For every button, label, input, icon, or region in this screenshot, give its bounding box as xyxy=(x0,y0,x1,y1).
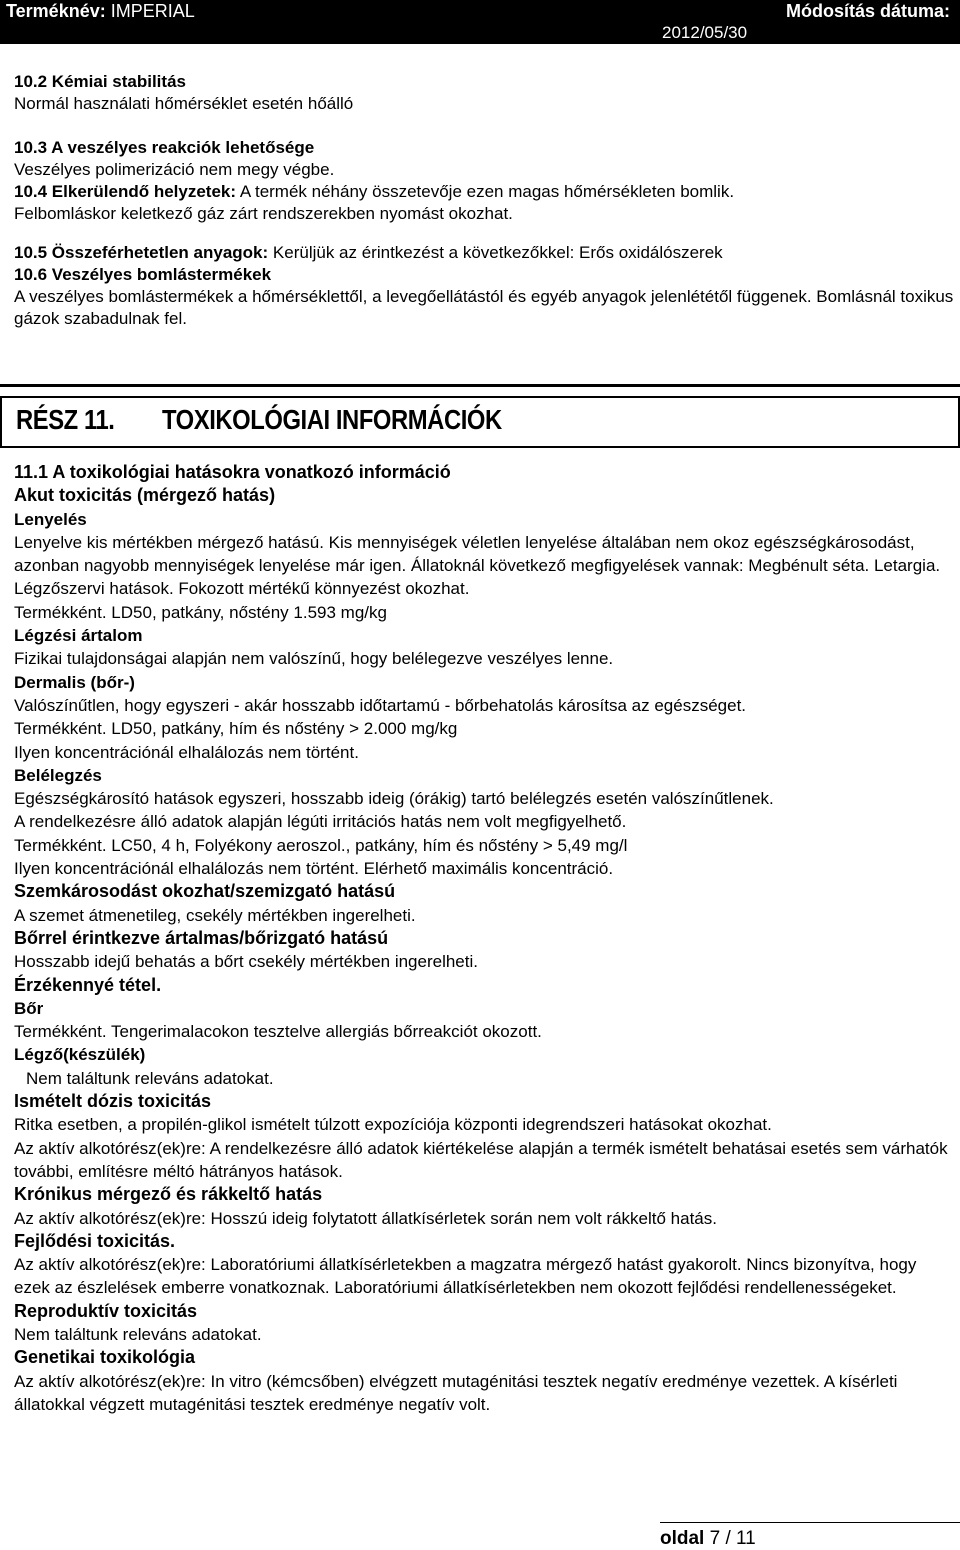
chronic-title: Krónikus mérgező és rákkeltő hatás xyxy=(14,1184,323,1205)
resp-text: Fizikai tulajdonságai alapján nem valószínű, hogy belélegezve veszélyes lenne. xyxy=(14,649,614,669)
sens-skin-title: Bőr xyxy=(14,998,44,1018)
s105-text: Kerüljük az érintkezést a következőkkel: Erős oxidálószerek xyxy=(272,243,723,262)
section-11-header-box xyxy=(0,396,960,448)
page-number xyxy=(660,1528,756,1550)
s103-text: Veszélyes polimerizáció nem megy végbe. xyxy=(14,160,335,179)
skin-title: Bőrrel érintkezve ártalmas/bőrizgató hatású xyxy=(14,927,389,948)
sens-resp-title: Légző(készülék) xyxy=(14,1045,146,1065)
section-number: RÉSZ 11. xyxy=(16,404,115,435)
inhal-title: Belélegzés xyxy=(14,765,102,785)
sens-skin-text: Termékként. Tengerimalacokon tesztelve allergiás bőrreakciót okozott. xyxy=(14,1022,542,1042)
chronic-text: Az aktív alkotórész(ek)re: Hosszú ideig folytatott állatkísérletek során nem volt rákkeltő hatás. xyxy=(14,1208,717,1228)
revision-label: Módosítás dátuma: xyxy=(785,1,950,21)
s102-text: Normál használati hőmérséklet esetén hőálló xyxy=(14,94,354,113)
page-label: oldal xyxy=(660,1528,705,1549)
acute-title: Akut toxicitás (mérgező hatás) xyxy=(14,485,276,506)
s104-title: 10.4 Elkerülendő helyzetek: xyxy=(14,182,237,201)
eye-title: Szemkárosodást okozhat/szemizgató hatású xyxy=(14,881,396,902)
sens-title: Érzékennyé tétel. xyxy=(14,974,162,995)
dermal-ld50: Termékként. LD50, patkány, hím és nőstény > 2.000 mg/kg xyxy=(14,719,458,739)
document-header xyxy=(0,0,960,44)
product-label: Terméknév: xyxy=(6,1,106,21)
dev-title: Fejlődési toxicitás. xyxy=(14,1230,176,1251)
product-name: IMPERIAL xyxy=(110,1,195,21)
s104-text: A termék néhány összetevője ezen magas hőmérsékleten bomlik. xyxy=(239,182,735,201)
inhal-lc50: Termékként. LC50, 4 h, Folyékony aeroszol., patkány, hím és nőstény > 5,49 mg/l xyxy=(14,835,628,855)
s111-title: 11.1 A toxikológiai hatásokra vonatkozó információ xyxy=(14,462,451,482)
s103-title: 10.3 A veszélyes reakciók lehetősége xyxy=(14,138,315,157)
s104-line xyxy=(14,181,954,203)
skin-text: Hosszabb idejű behatás a bőrt csekély mértékben ingerelheti. xyxy=(14,952,478,972)
sens-resp-text: Nem találtunk releváns adatokat. xyxy=(26,1068,274,1088)
s105-line xyxy=(14,242,954,264)
spacer xyxy=(14,225,954,242)
eye-text: A szemet átmenetileg, csekély mértékben ingerelheti. xyxy=(14,905,416,925)
s106-text: A veszélyes bomlástermékek a hőmérséklettől, a levegőellátástól és egyéb anyagok jelenlététől függenek. Bomlásnál toxikus gázok szabadulnak fel. xyxy=(14,287,954,328)
spacer xyxy=(14,115,954,137)
gen-title: Genetikai toxikológia xyxy=(14,1347,196,1368)
dev-text: Az aktív alkotórész(ek)re: Laboratóriumi állatkísérletekben a magzatra mérgező hatást gyakorolt. Nincs bizonyítva, hogy ezek az észlelések emberre vonatkoznak. Laboratóriumi állatkísérletekben nem okozott fejlődési rendellenességeket. xyxy=(14,1255,917,1298)
gen-text: Az aktív alkotórész(ek)re: In vitro (kémcsőben) elvégzett mutagénitási tesztek negatív eredménye vezettek. A kísérleti állatokkal végzett mutagénitási tesztek eredménye negatív volt. xyxy=(14,1371,898,1414)
ingestion-ld50: Termékként. LD50, patkány, nőstény 1.593 mg/kg xyxy=(14,602,387,622)
s106-title: 10.6 Veszélyes bomlástermékek xyxy=(14,265,272,284)
s105-title: 10.5 Összeférhetetlen anyagok: xyxy=(14,243,269,262)
dermal-text: Valószínűtlen, hogy egyszeri - akár hosszabb időtartamú - bőrbehatolás károsítsa az egészséget. xyxy=(14,695,747,715)
page-value: 7 / 11 xyxy=(709,1528,756,1549)
revision-date: 2012/05/30 xyxy=(662,23,748,42)
section-divider xyxy=(0,384,960,387)
inhal-text2: A rendelkezésre álló adatok alapján légúti irritációs hatás nem volt megfigyelhető. xyxy=(14,812,627,832)
dermal-title: Dermalis (bőr-) xyxy=(14,672,135,692)
s104-text2: Felbomláskor keletkező gáz zárt rendszerekben nyomást okozhat. xyxy=(14,204,513,223)
inhal-text: Egészségkárosító hatások egyszeri, hosszabb ideig (órákig) tartó belélegzés esetén valószínűtlenek. xyxy=(14,789,774,809)
ingestion-title: Lenyelés xyxy=(14,509,87,529)
repeat-text2: Az aktív alkotórész(ek)re: A rendelkezésre álló adatok kiértékelése alapján a termék ismételt behatásai esetés sem várhatók további, említésre méltó hátrányos hatások. xyxy=(14,1138,948,1181)
ingestion-text: Lenyelve kis mértékben mérgező hatású. Kis mennyiségek véletlen lenyelése általában nem okoz egészségkárosodást, azonban nagyobb mennyiségek lenyelése már igen. Állatoknál következő megfigyelések vannak: Megbénult séta. Letargia. Légzőszervi hatások. Fokozott mértékű könnyezést okozhat. xyxy=(14,532,941,599)
resp-title: Légzési ártalom xyxy=(14,626,143,646)
section-title: TOXIKOLÓGIAI INFORMÁCIÓK xyxy=(162,404,502,435)
repro-title: Reproduktív toxicitás xyxy=(14,1300,198,1321)
repeat-title: Ismételt dózis toxicitás xyxy=(14,1091,212,1112)
section-11-content xyxy=(14,461,954,1416)
dermal-text2: Ilyen koncentrációnál elhalálozás nem történt. xyxy=(14,742,359,762)
s102-title: 10.2 Kémiai stabilitás xyxy=(14,72,186,91)
repeat-text: Ritka esetben, a propilén-glikol ismételt túlzott expozíciója központi idegrendszeri hatásokat okozhat. xyxy=(14,1115,772,1135)
section-10-content xyxy=(14,71,954,330)
inhal-text3: Ilyen koncentrációnál elhalálozás nem történt. Elérhető maximális koncentráció. xyxy=(14,859,614,879)
repro-text: Nem találtunk releváns adatokat. xyxy=(14,1324,262,1344)
product-name-line xyxy=(6,0,195,22)
footer-rule xyxy=(660,1522,960,1523)
